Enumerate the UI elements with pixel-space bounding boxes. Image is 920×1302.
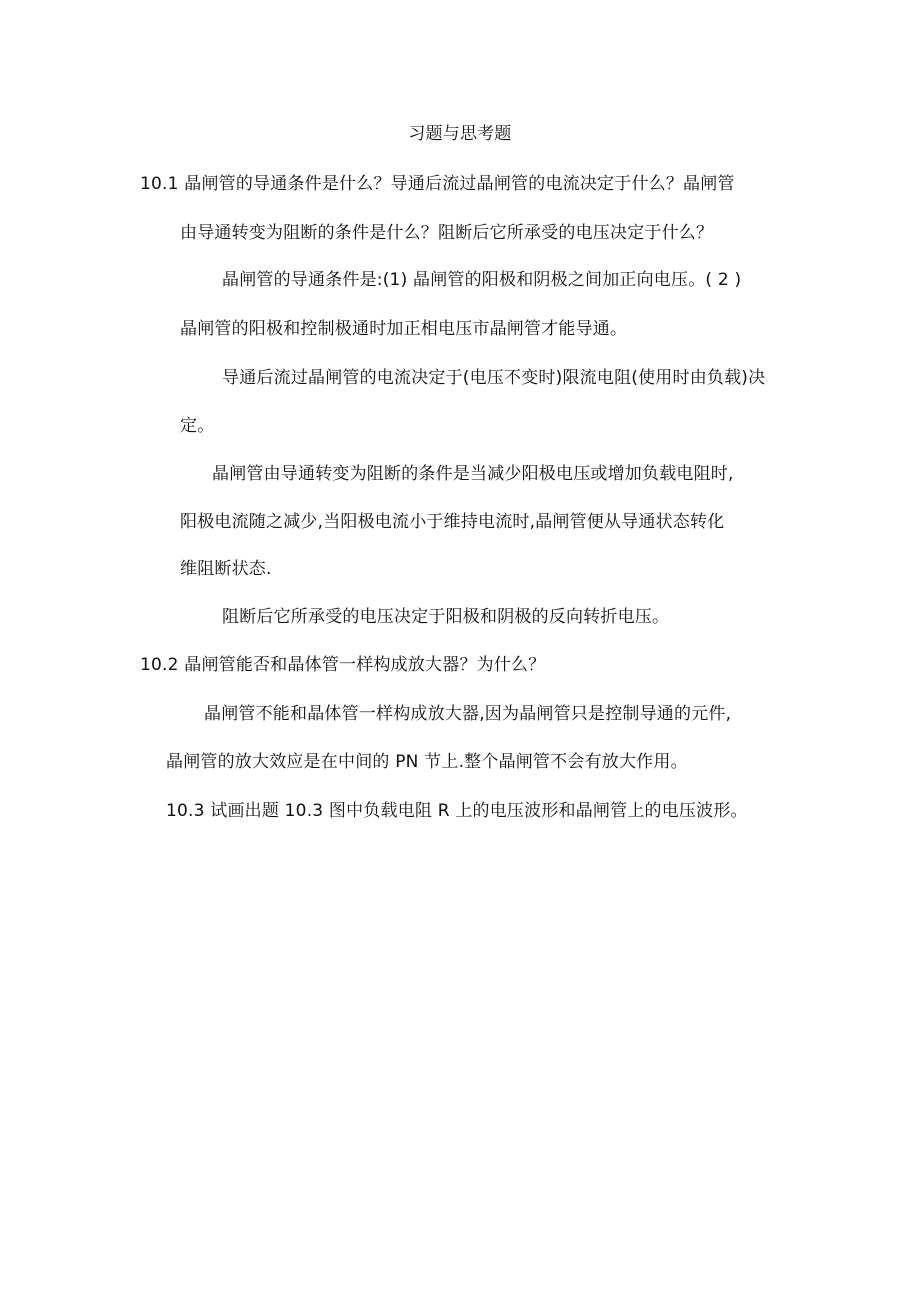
answer-10-1-p1-line-2: 晶闸管的阳极和控制极通时加正相电压市晶闸管才能导通。	[180, 319, 628, 339]
answer-10-1-p2-line-1: 导通后流过晶闸管的电流决定于(电压不变时)限流电阻(使用时由负载)决	[222, 368, 766, 388]
question-10-3-line-1: 10.3 试画出题 10.3 图中负载电阻 R 上的电压波形和晶闸管上的电压波形。	[166, 801, 748, 821]
answer-10-2-line-1: 晶闸管不能和晶体管一样构成放大器,因为晶闸管只是控制导通的元件,	[204, 704, 732, 724]
answer-10-1-p2-line-2: 定。	[180, 416, 215, 436]
answer-10-2-line-2: 晶闸管的放大效应是在中间的 PN 节上.整个晶闸管不会有放大作用。	[166, 752, 688, 772]
answer-10-1-p4-line-1: 阻断后它所承受的电压决定于阳极和阴极的反向转折电压。	[222, 607, 670, 627]
answer-10-1-p1-line-1: 晶闸管的导通条件是:(1) 晶闸管的阳极和阴极之间加正向电压。( 2 )	[222, 270, 742, 290]
answer-10-1-p3-line-3: 维阻断状态.	[180, 559, 272, 579]
question-10-2-line-1: 10.2 晶闸管能否和晶体管一样构成放大器？为什么？	[140, 655, 546, 675]
page-title: 习题与思考题	[408, 124, 512, 144]
question-10-1-line-2: 由导通转变为阻断的条件是什么？阻断后它所承受的电压决定于什么？	[180, 223, 714, 243]
question-10-1-line-1: 10.1 晶闸管的导通条件是什么？导通后流过晶闸管的电流决定于什么？晶闸管	[140, 174, 735, 194]
answer-10-1-p3-line-2: 阳极电流随之减少,当阳极电流小于维持电流时,晶闸管便从导通状态转化	[180, 512, 725, 532]
answer-10-1-p3-line-1: 晶闸管由导通转变为阻断的条件是当减少阳极电压或增加负载电阻时,	[212, 464, 734, 484]
